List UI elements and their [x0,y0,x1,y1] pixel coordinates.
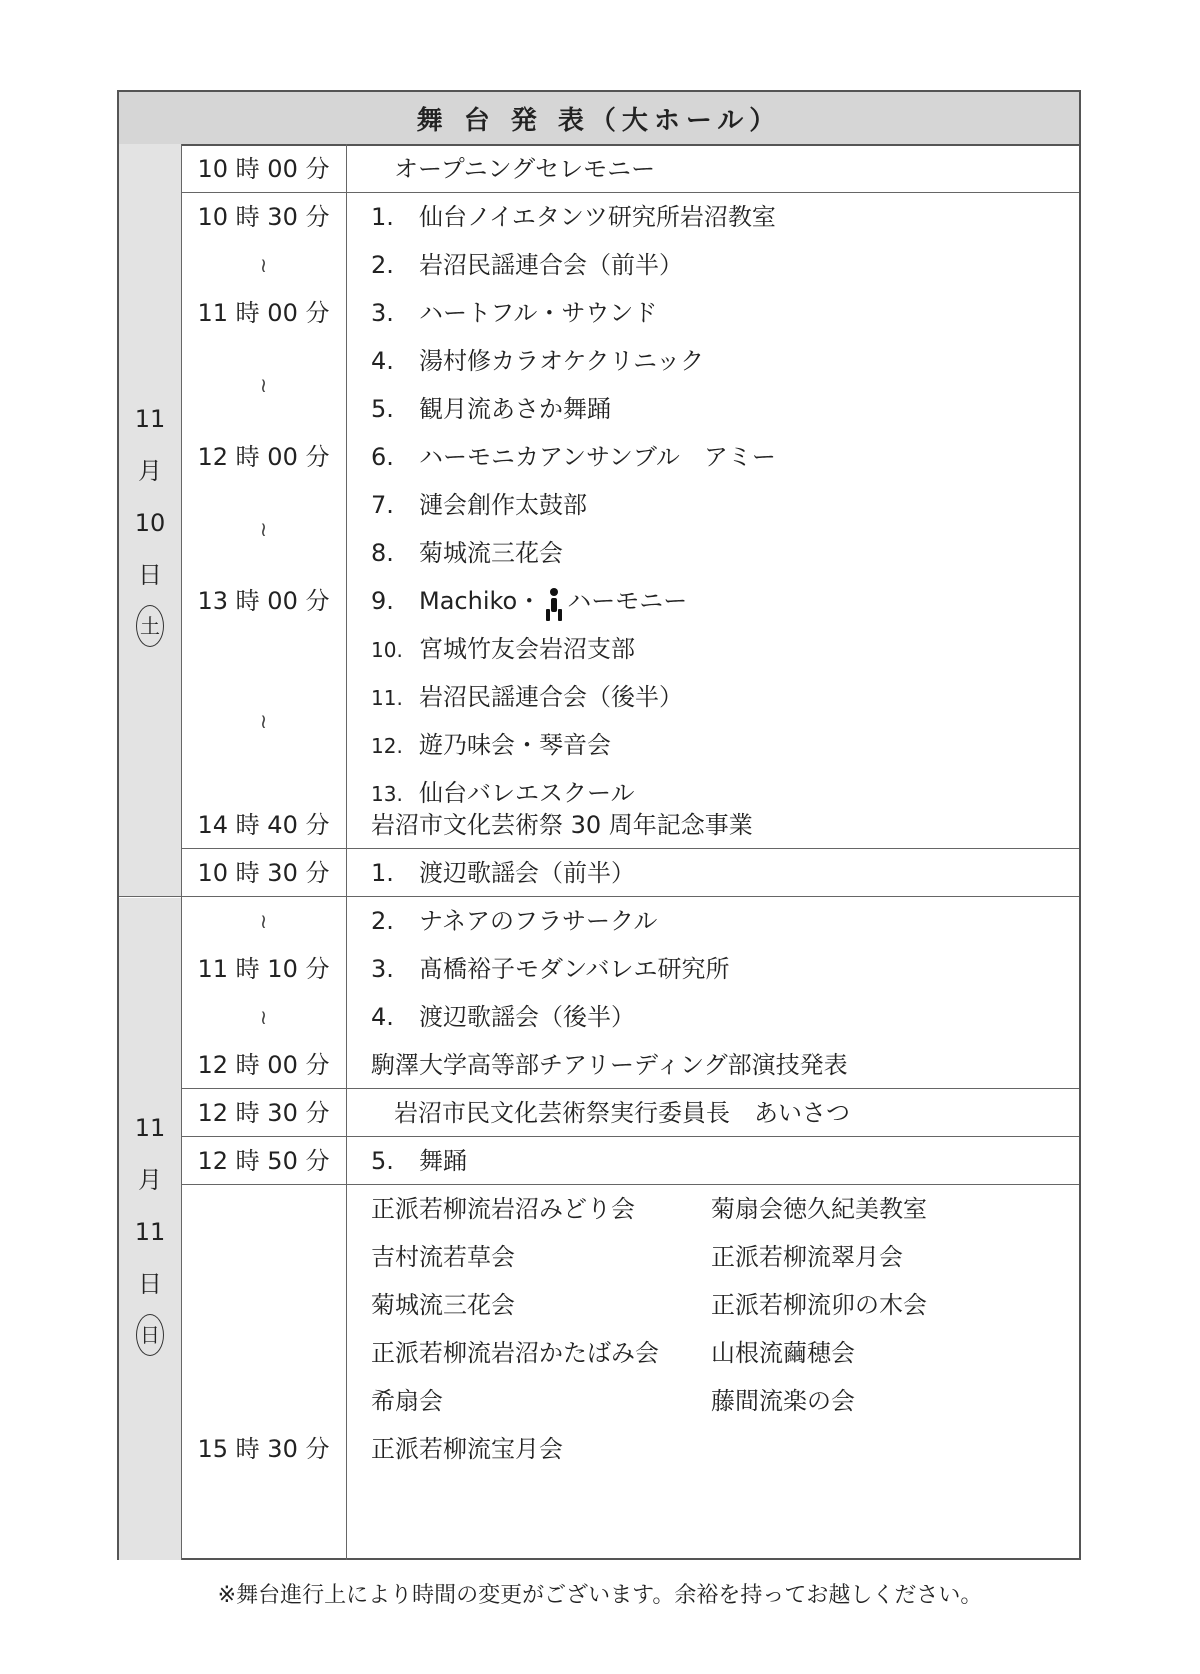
list-item: 12. 遊乃味会・琴音会 [371,731,611,759]
time-label: 12 時 30 分 [197,1099,330,1127]
time-label: 14 時 40 分 [197,811,330,839]
divider [346,144,347,1560]
time-label: 10 時 30 分 [197,859,330,887]
day2-date-cell [119,898,181,1560]
dance-group: 正派若柳流岩沼みどり会 [371,1195,635,1223]
day1-day-num: 10 [134,509,166,537]
schedule-table [117,90,1081,1560]
list-item: 10. 宮城竹友会岩沼支部 [371,635,635,663]
list-item: 4. 湯村修カラオケクリニック [371,347,705,375]
list-item: 3. ハートフル・サウンド [371,299,658,327]
dance-group: 菊城流三花会 [371,1291,515,1319]
list-item: 6. ハーモニカアンサンブル アミー [371,443,776,471]
time-label: 10 時 00 分 [197,155,330,183]
opening-ceremony: オープニングセレモニー [394,155,656,183]
range-tilde: ≀ [259,517,268,541]
range-tilde: ≀ [259,253,268,277]
day2-day-label: 日 [138,1270,162,1298]
day2-month-label: 月 [138,1166,162,1194]
anniversary-event: 岩沼市文化芸術祭 30 周年記念事業 [371,811,753,839]
list-item: 7. 漣会創作太鼓部 [371,491,587,519]
list-item: 8. 菊城流三花会 [371,539,563,567]
divider [181,1136,1079,1137]
range-tilde: ≀ [259,709,268,733]
dance-group: 希扇会 [371,1387,443,1415]
dance-group: 正派若柳流卯の木会 [711,1291,927,1319]
day2-weekday: 日 [136,1314,164,1356]
cheer-performance: 駒澤大学高等部チアリーディング部演技発表 [371,1051,848,1079]
table-header: 舞 台 発 表（大ホール） [119,92,1079,146]
list-item: 9. Machiko・ ハーモニー [371,587,688,615]
divider [181,848,1079,849]
list-item: 4. 渡辺歌謡会（後半） [371,1003,635,1031]
chair-greeting: 岩沼市民文化芸術祭実行委員長 あいさつ [394,1099,850,1127]
footer-note: ※舞台進行上により時間の変更がございます。余裕を持ってお越しください。 [217,1583,983,1608]
list-item: 1. 仙台ノイエタンツ研究所岩沼教室 [371,203,776,231]
range-tilde: ≀ [259,1005,268,1029]
time-label: 10 時 30 分 [197,203,330,231]
dance-group: 山根流繭穂会 [711,1339,855,1367]
time-label: 11 時 00 分 [197,299,330,327]
day1-weekday: 土 [136,605,164,647]
dance-group: 正派若柳流岩沼かたばみ会 [371,1339,659,1367]
person-icon [541,586,567,616]
day1-month-label: 月 [138,457,162,485]
day1-date-cell [119,144,181,896]
dance-group: 菊扇会徳久紀美教室 [711,1195,927,1223]
dance-group: 藤間流楽の会 [711,1387,855,1415]
time-label: 12 時 50 分 [197,1147,330,1175]
divider [181,1088,1079,1089]
list-item: 1. 渡辺歌謡会（前半） [371,859,635,887]
day1-month-num: 11 [134,405,166,433]
divider [119,896,1079,897]
time-label: 11 時 10 分 [197,955,330,983]
divider [181,144,182,1560]
list-item: 2. 岩沼民謡連合会（前半） [371,251,683,279]
time-label: 15 時 30 分 [197,1435,330,1463]
day2-month-num: 11 [134,1114,166,1142]
divider [181,1184,1079,1185]
time-label: 12 時 00 分 [197,443,330,471]
list-item: 2. ナネアのフラサークル [371,907,658,935]
list-item: 13. 仙台バレエスクール [371,779,635,807]
day2-day-num: 11 [134,1218,166,1246]
day1-day-label: 日 [138,561,162,589]
dance-group: 正派若柳流翠月会 [711,1243,903,1271]
list-item: 3. 髙橋裕子モダンバレエ研究所 [371,955,730,983]
dance-group: 正派若柳流宝月会 [371,1435,563,1463]
dance-group: 吉村流若草会 [371,1243,515,1271]
range-tilde: ≀ [259,909,268,933]
list-item: 11. 岩沼民謡連合会（後半） [371,683,683,711]
time-label: 13 時 00 分 [197,587,330,615]
list-item: 5. 観月流あさか舞踊 [371,395,611,423]
list-item: 5. 舞踊 [371,1147,467,1175]
range-tilde: ≀ [259,373,268,397]
divider [181,192,1079,193]
time-label: 12 時 00 分 [197,1051,330,1079]
